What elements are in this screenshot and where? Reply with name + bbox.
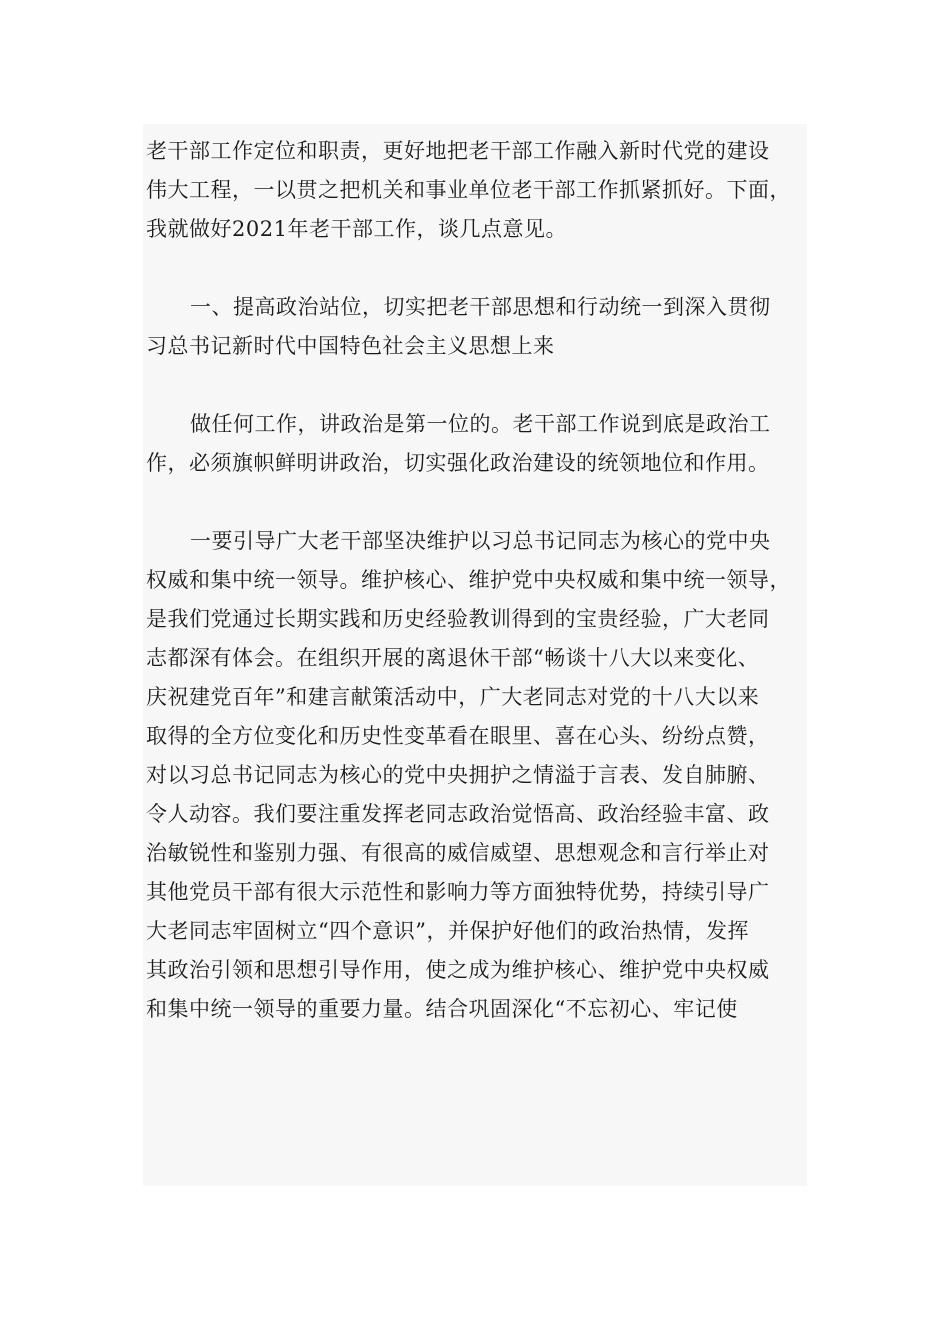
text-line: 治敏锐性和鉴别力强、有很高的威信威望、思想观念和言行举止对	[146, 841, 770, 865]
text-line: 取得的全方位变化和历史性变革看在眼里、喜在心头、纷纷点赞，	[146, 724, 770, 748]
text-line: 老干部工作定位和职责，更好地把老干部工作融入新时代党的建设	[146, 139, 770, 163]
text-line: 我就做好2021年老干部工作，谈几点意见。	[146, 217, 567, 241]
paragraph-gap	[146, 249, 807, 288]
text-line: 是我们党通过长期实践和历史经验教训得到的宝贵经验，广大老同	[146, 607, 770, 631]
text-line: 其政治引领和思想引导作用，使之成为维护核心、维护党中央权威	[146, 958, 770, 982]
text-line: 作，必须旗帜鲜明讲政治，切实强化政治建设的统领地位和作用。	[146, 451, 770, 475]
text-line: 伟大工程，一以贯之把机关和事业单位老干部工作抓紧抓好。下面，	[146, 178, 791, 202]
document-body	[143, 124, 807, 1186]
text-line: 一要引导广大老干部坚决维护以习总书记同志为核心的党中央	[190, 529, 771, 553]
text-line: 做任何工作，讲政治是第一位的。老干部工作说到底是政治工	[190, 412, 771, 436]
text-line: 庆祝建党百年”和建言献策活动中，广大老同志对党的十八大以来	[146, 685, 760, 709]
paragraph-gap	[146, 483, 807, 522]
text-line: 大老同志牢固树立“四个意识”，并保护好他们的政治热情，发挥	[146, 919, 749, 943]
text-line: 对以习总书记同志为核心的党中央拥护之情溢于言表、发自肺腑、	[146, 763, 770, 787]
text-line: 令人动容。我们要注重发挥老同志政治觉悟高、政治经验丰富、政	[146, 802, 770, 826]
paragraph-gap	[146, 366, 807, 405]
text-line: 和集中统一领导的重要力量。结合巩固深化“不忘初心、牢记使	[146, 997, 738, 1021]
text-line: 志都深有体会。在组织开展的离退休干部“畅谈十八大以来变化、	[146, 646, 760, 670]
text-line: 权威和集中统一领导。维护核心、维护党中央权威和集中统一领导，	[146, 568, 791, 592]
section-heading-line: 一、提高政治站位，切实把老干部思想和行动统一到深入贯彻	[190, 295, 771, 319]
section-heading-line: 习总书记新时代中国特色社会主义思想上来	[146, 334, 555, 358]
text-line: 其他党员干部有很大示范性和影响力等方面独特优势，持续引导广	[146, 880, 770, 904]
